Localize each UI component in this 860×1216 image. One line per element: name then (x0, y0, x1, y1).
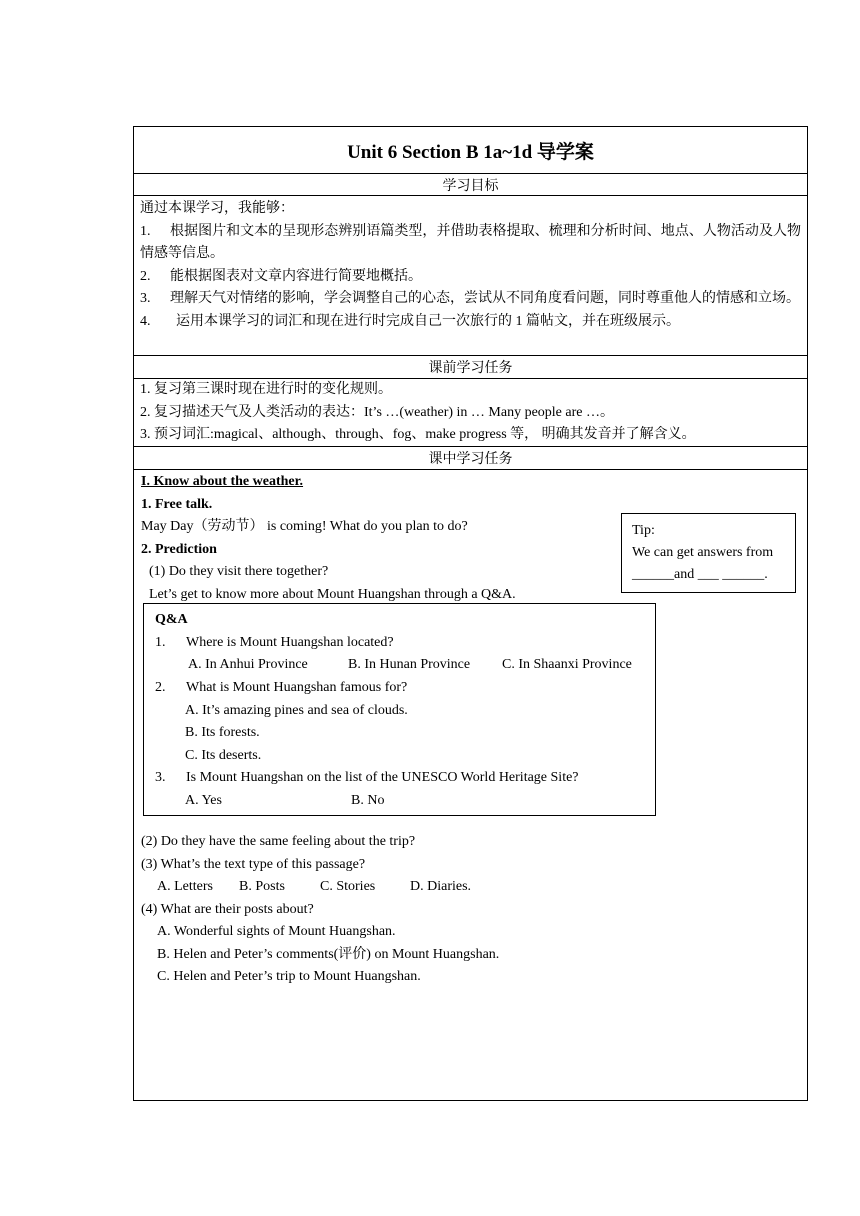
tip-box (621, 513, 796, 593)
free-talk-title: 1. Free talk. (141, 497, 213, 512)
worksheet-table (133, 126, 808, 1101)
tip-line: We can get answers from (632, 545, 774, 560)
free-talk-text: May Day（劳动节） is coming! What do you plan to do? (141, 519, 468, 534)
question-2: (2) Do they have the same feeling about the trip? (141, 834, 416, 849)
qa-box (143, 603, 656, 816)
pre-class-item: 1. 复习第三课时现在进行时的变化规则。 (140, 382, 392, 397)
question-4: (4) What are their posts about? (141, 902, 314, 917)
qa-option: B. In Hunan Province (348, 657, 471, 672)
qa-question-num: 2. (155, 680, 166, 695)
objectives-cell (134, 196, 807, 356)
tip-blank-line: ______and ___ ______. (632, 567, 768, 582)
qa-intro: Let’s get to know more about Mount Huangshan through a Q&A. (149, 587, 516, 602)
prediction-title: 2. Prediction (141, 542, 217, 557)
q4-option: C. Helen and Peter’s trip to Mount Huangshan. (157, 969, 421, 984)
qa-option: A. It’s amazing pines and sea of clouds. (185, 703, 408, 718)
objective-item: 1. 根据图片和文本的呈现形态辨别语篇类型，并借助表格提取、梳理和分析时间、地点、人物活动及人物情感等信息。 (140, 223, 801, 261)
question-1: (1) Do they visit there together? (149, 564, 329, 579)
qa-option: C. Its deserts. (185, 748, 262, 763)
pre-class-item: 3. 预习词汇:magical、although、through、fog、make progress 等， 明确其发音并了解含义。 (140, 427, 696, 442)
title-row (134, 127, 807, 174)
in-class-header: 课中学习任务 (134, 447, 807, 470)
qa-question: What is Mount Huangshan famous for? (186, 680, 408, 695)
q3-option: D. Diaries. (410, 879, 472, 894)
pre-class-header: 课前学习任务 (134, 356, 807, 379)
objective-item: 3. 理解天气对情绪的影响，学会调整自己的心态，尝试从不同角度看问题，同时尊重他人的情感和立场。 (140, 291, 800, 306)
qa-question-num: 3. (155, 770, 166, 785)
q3-option: A. Letters (157, 879, 213, 894)
tip-label: Tip: (632, 523, 655, 538)
qa-option: A. In Anhui Province (188, 657, 308, 672)
section-title: I. Know about the weather. (141, 474, 304, 489)
q4-option: B. Helen and Peter’s comments(评价) on Mount Huangshan. (157, 947, 500, 962)
q3-option: C. Stories (320, 879, 376, 894)
page-title: Unit 6 Section B 1a~1d 导学案 (347, 141, 594, 163)
objective-item: 2. 能根据图表对文章内容进行简要地概括。 (140, 268, 422, 284)
qa-option: C. In Shaanxi Province (502, 657, 632, 672)
qa-title: Q&A (155, 612, 188, 627)
q3-option: B. Posts (239, 879, 285, 894)
objective-item: 4. 运用本课学习的词汇和现在进行时完成自己一次旅行的 1 篇帖文，并在班级展示。 (140, 313, 680, 329)
question-3: (3) What’s the text type of this passage? (141, 857, 366, 872)
qa-question-num: 1. (155, 635, 166, 650)
objectives-header: 学习目标 (134, 174, 807, 196)
qa-question: Where is Mount Huangshan located? (186, 635, 394, 650)
qa-option: B. Its forests. (185, 725, 260, 740)
qa-question: Is Mount Huangshan on the list of the UNESCO World Heritage Site? (186, 770, 579, 785)
pre-class-item: 2. 复习描述天气及人类活动的表达：It’s …(weather) in … Many people are …。 (140, 404, 614, 420)
pre-class-cell (134, 379, 807, 447)
q4-option: A. Wonderful sights of Mount Huangshan. (157, 924, 396, 939)
objectives-intro: 通过本课学习，我能够： (140, 201, 294, 216)
qa-option: A. Yes (185, 793, 222, 808)
qa-option: B. No (351, 793, 385, 808)
